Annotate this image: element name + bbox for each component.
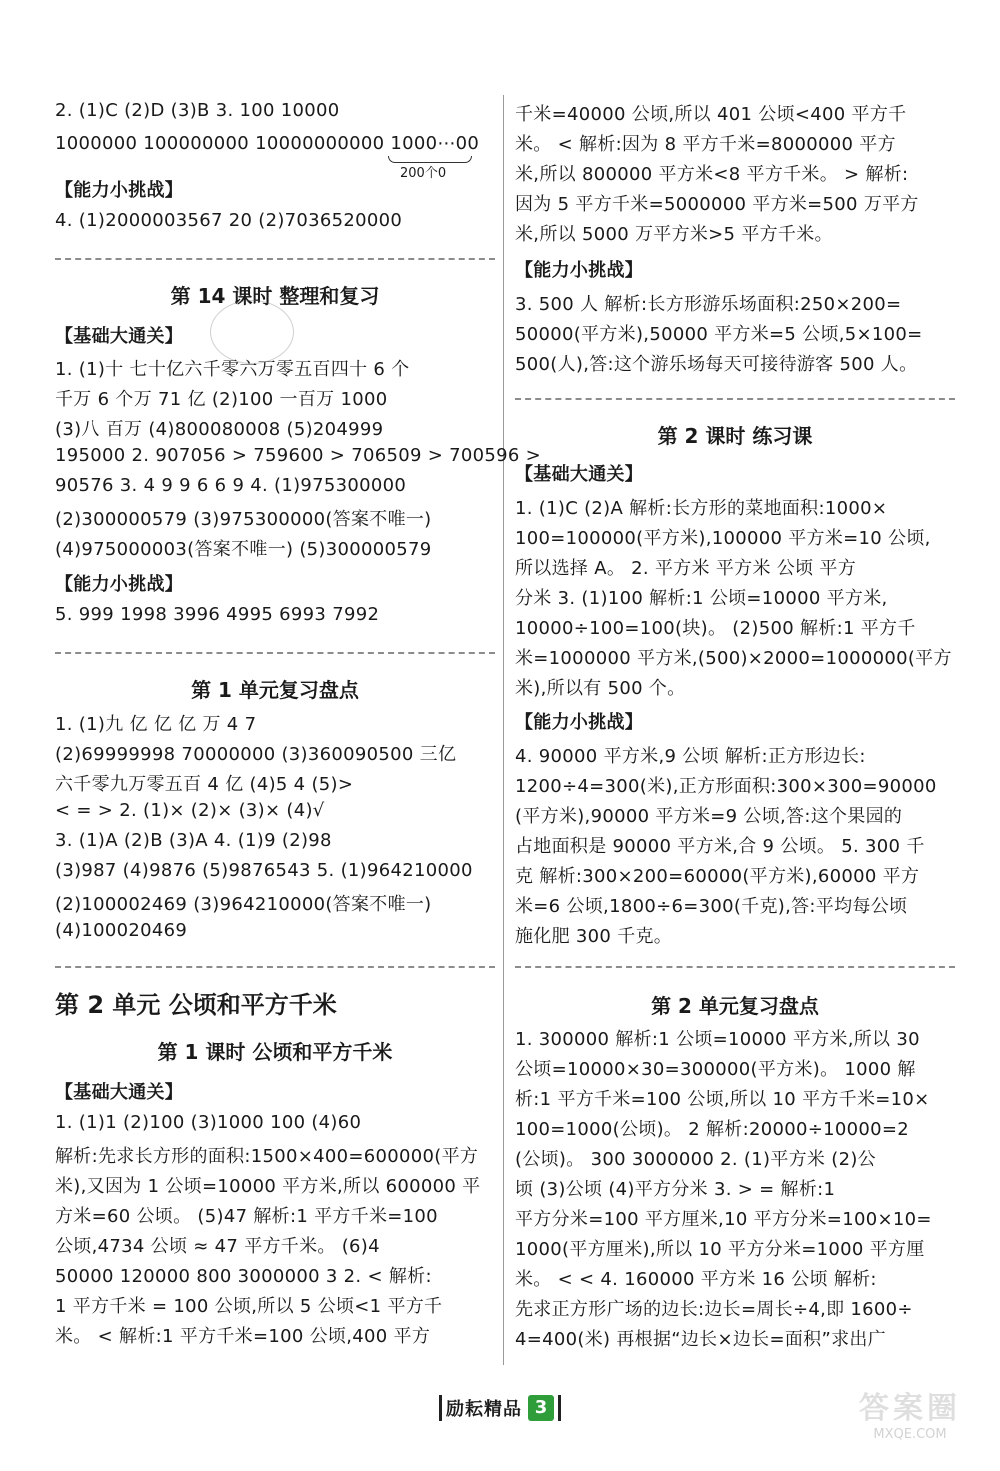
brace-label: 200个0 (400, 166, 447, 181)
answer-line: 1000(平方厘米),所以 10 平方分米=1000 平方厘 (515, 1239, 925, 1260)
section-label: 【能力小挑战】 (55, 574, 184, 595)
answer-line: 4. 90000 平方米,9 公顷 解析:正方形边长: (515, 746, 866, 767)
answer-line: 1200÷4=300(米),正方形面积:300×300=90000 (515, 776, 937, 797)
section-label: 【能力小挑战】 (515, 260, 644, 281)
section-divider (55, 258, 495, 260)
answer-line: 平方分米=100 平方厘米,10 平方分米=100×10= (515, 1209, 932, 1230)
section-label: 【能力小挑战】 (515, 712, 644, 733)
answer-line: 米=1000000 平方米,(500)×2000=1000000(平方 (515, 648, 952, 669)
answer-line: 米),所以有 500 个。 (515, 678, 686, 699)
answer-line: 1. (1)九 亿 亿 亿 万 4 7 (55, 714, 257, 735)
lesson-title: 第 14 课时 整理和复习 (170, 284, 380, 308)
unit-title: 第 2 单元 公顷和平方千米 (55, 991, 337, 1019)
answer-line: 方米=60 公顷。 (5)47 解析:1 平方千米=100 (55, 1206, 438, 1227)
answer-line: (2)69999998 70000000 (3)360090500 三亿 (55, 744, 457, 765)
section-divider (515, 966, 955, 968)
answer-line: 米,所以 800000 平方米<8 平方千米。 > 解析: (515, 164, 909, 185)
section-label: 【基础大通关】 (55, 326, 184, 347)
answer-line: 施化肥 300 千克。 (515, 926, 673, 947)
answer-line: 195000 2. 907056 > 759600 > 706509 > 700596 > (55, 445, 542, 466)
page-footer (408, 1392, 592, 1424)
answer-line: 析:1 平方千米=100 公顷,所以 10 平方千米=10× (515, 1089, 930, 1110)
answer-line: 1 平方千米 = 100 公顷,所以 5 公顷<1 平方千 (55, 1296, 443, 1317)
section-label: 【能力小挑战】 (55, 180, 184, 201)
answer-line: 米。 < < 4. 160000 平方米 16 公顷 解析: (515, 1269, 877, 1290)
answer-line: 分米 3. (1)100 解析:1 公顷=10000 平方米, (515, 588, 888, 609)
answer-line: 3. (1)A (2)B (3)A 4. (1)9 (2)98 (55, 830, 332, 851)
footer-brand: 励耘精品 (446, 1399, 522, 1420)
answer-line: 千万 6 个万 71 亿 (2)100 一百万 1000 (55, 389, 388, 410)
answer-line: < = > 2. (1)× (2)× (3)× (4)√ (55, 800, 325, 821)
answer-line: 100=100000(平方米),100000 平方米=10 公顷, (515, 528, 931, 549)
answer-line: 解析:先求长方形的面积:1500×400=600000(平方 (55, 1146, 479, 1167)
answer-line: 1. (1)C (2)A 解析:长方形的菜地面积:1000× (515, 498, 888, 519)
faded-stamp (210, 300, 294, 364)
answer-line: 占地面积是 90000 平方米,合 9 公顷。 5. 300 千 (515, 836, 925, 857)
section-label: 【基础大通关】 (515, 464, 644, 485)
answer-line: 100=1000(公顷)。 2 解析:20000÷10000=2 (515, 1119, 909, 1140)
answer-line: 3. 500 人 解析:长方形游乐场面积:250×200= (515, 294, 902, 315)
answer-line: (4)100020469 (55, 920, 188, 941)
lesson-title: 第 2 课时 练习课 (657, 424, 813, 448)
answer-line: 顷 (3)公顷 (4)平方分米 3. > = 解析:1 (515, 1179, 836, 1200)
answer-line: (3)987 (4)9876 (5)9876543 5. (1)964210000 (55, 860, 473, 881)
answer-line: 因为 5 平方千米=5000000 平方米=500 万平方 (515, 194, 919, 215)
review-title: 第 1 单元复习盘点 (191, 678, 359, 702)
answer-line: 公顷,4734 公顷 ≈ 47 平方千米。 (6)4 (55, 1236, 380, 1257)
answer-line: 公顷=10000×30=300000(平方米)。 1000 解 (515, 1059, 916, 1080)
answer-line: 50000(平方米),50000 平方米=5 公顷,5×100= (515, 324, 923, 345)
answer-line: 1. 300000 解析:1 公顷=10000 平方米,所以 30 (515, 1029, 920, 1050)
section-divider (55, 652, 495, 654)
lesson-title: 第 1 课时 公顷和平方千米 (157, 1040, 393, 1064)
section-divider (55, 966, 495, 968)
answer-line: 50000 120000 800 3000000 3 2. < 解析: (55, 1266, 432, 1287)
answer-line: 千米=40000 公顷,所以 401 公顷<400 平方千 (515, 104, 907, 125)
answer-line: 4=400(米) 再根据“边长×边长=面积”求出广 (515, 1329, 886, 1350)
answer-line: 米。 < 解析:因为 8 平方千米=8000000 平方 (515, 134, 896, 155)
answer-line: (4)975000003(答案不唯一) (5)300000579 (55, 539, 432, 560)
answer-line: 500(人),答:这个游乐场每天可接待游客 500 人。 (515, 354, 918, 375)
section-divider (515, 398, 955, 400)
section-label: 【基础大通关】 (55, 1082, 184, 1103)
answer-line: 先求正方形广场的边长:边长=周长÷4,即 1600÷ (515, 1299, 913, 1320)
answer-line: 米),又因为 1 公顷=10000 平方米,所以 600000 平 (55, 1176, 481, 1197)
review-title: 第 2 单元复习盘点 (651, 994, 819, 1018)
answer-line: (3)八 百万 (4)800080008 (5)204999 (55, 419, 384, 440)
footer-bar-right (558, 1395, 561, 1421)
answer-line: (平方米),90000 平方米=9 公顷,答:这个果园的 (515, 806, 903, 827)
column-divider (503, 95, 504, 1365)
page-number: 3 (528, 1395, 554, 1421)
answer-line: 米,所以 5000 万平方米>5 平方千米。 (515, 224, 833, 245)
answer-line: 六千零九万零五百 4 亿 (4)5 4 (5)> (55, 774, 354, 795)
answer-line: 2. (1)C (2)D (3)B 3. 100 10000 (55, 100, 340, 121)
answer-line: 10000÷100=100(块)。 (2)500 解析:1 平方千 (515, 618, 916, 639)
answer-line: 米=6 公顷,1800÷6=300(千克),答:平均每公顷 (515, 896, 908, 917)
answer-line: 米。 < 解析:1 平方千米=100 公顷,400 平方 (55, 1326, 431, 1347)
answer-line: 所以选择 A。 2. 平方米 平方米 公顷 平方 (515, 558, 857, 579)
footer-bar-left (439, 1395, 442, 1421)
answer-line: (2)300000579 (3)975300000(答案不唯一) (55, 509, 432, 530)
answer-line: 1. (1)1 (2)100 (3)1000 100 (4)60 (55, 1112, 362, 1133)
answer-line: 4. (1)2000003567 20 (2)7036520000 (55, 210, 403, 231)
answer-line: 1. (1)十 七十亿六千零六万零五百四十 6 个 (55, 359, 410, 380)
answer-line: 90576 3. 4 9 9 6 6 9 4. (1)975300000 (55, 475, 407, 496)
answer-line: (公顷)。 300 3000000 2. (1)平方米 (2)公 (515, 1149, 876, 1170)
watermark-url: MXQE.COM (873, 1427, 947, 1442)
answer-line: 克 解析:300×200=60000(平方米),60000 平方 (515, 866, 920, 887)
answer-line: 1000000 100000000 10000000000 1000⋯00 (55, 133, 480, 154)
answer-line: (2)100002469 (3)964210000(答案不唯一) (55, 894, 432, 915)
watermark-logo: 答案圈 (859, 1391, 961, 1426)
answer-line: 5. 999 1998 3996 4995 6993 7992 (55, 604, 380, 625)
site-watermark (840, 1391, 980, 1451)
